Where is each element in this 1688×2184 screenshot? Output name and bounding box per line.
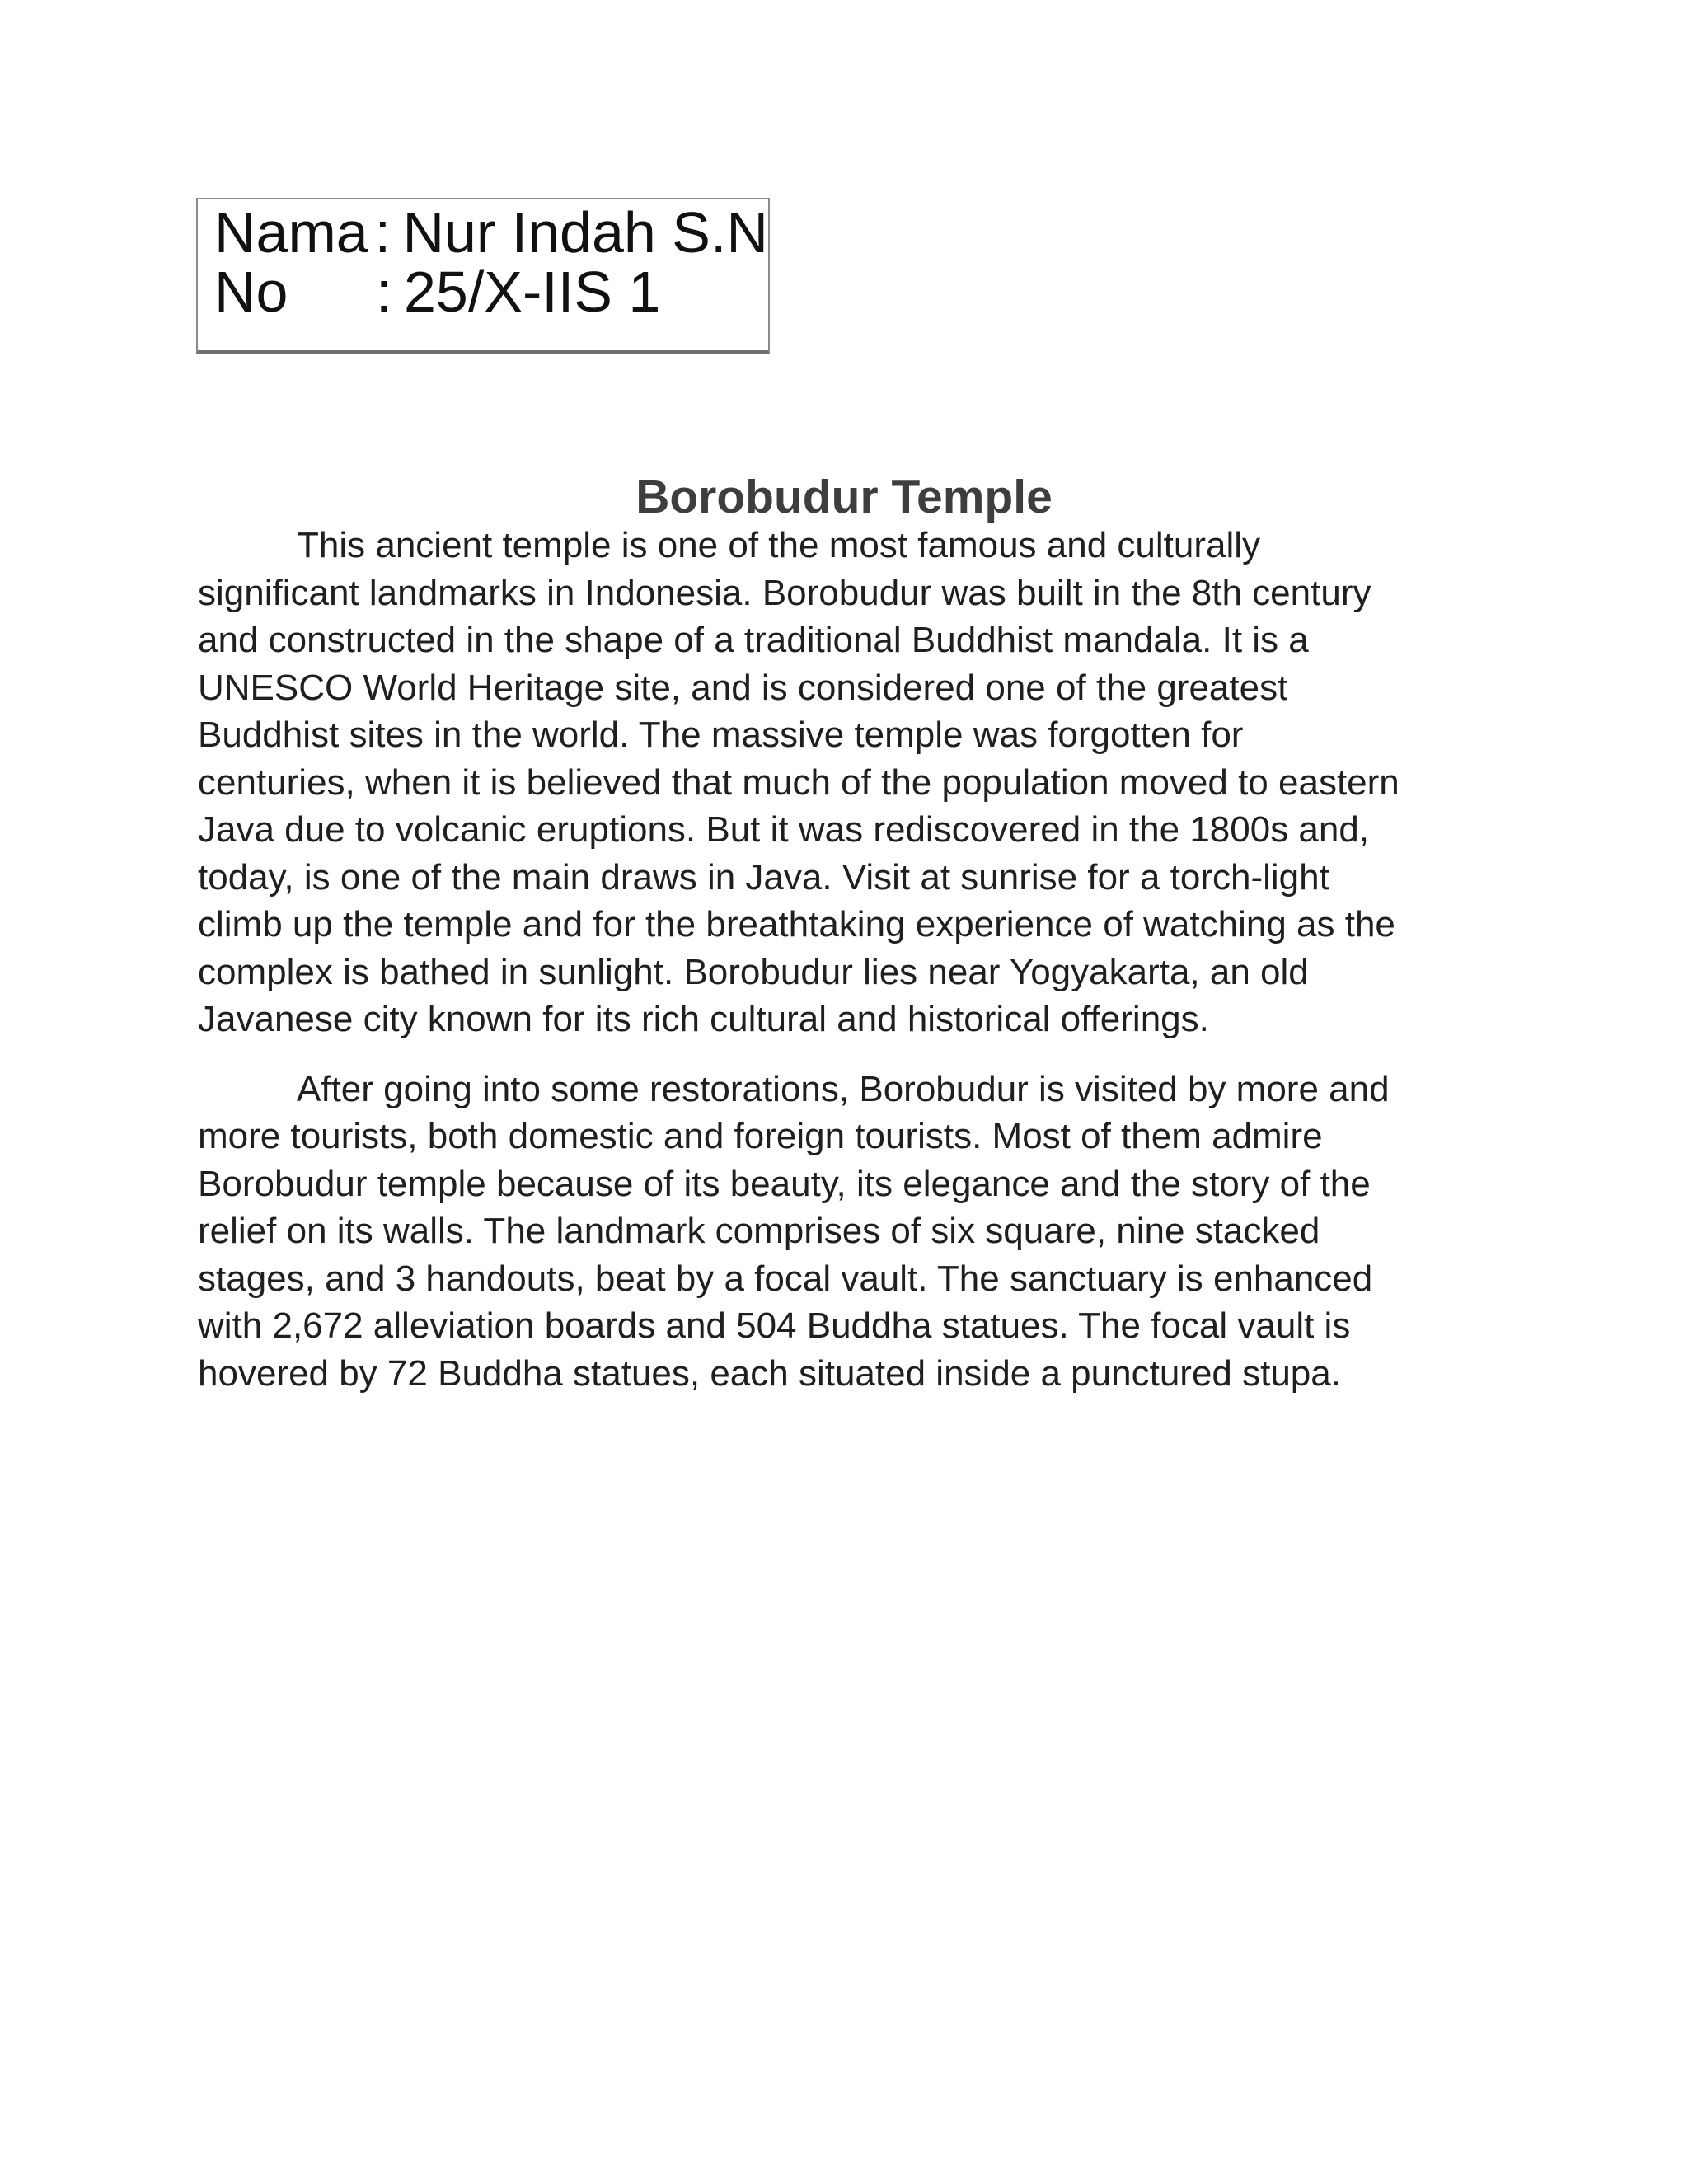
number-label: No [214, 260, 288, 324]
paragraph-line: climb up the temple and for the breathtaking experience of watching as the [198, 904, 1395, 944]
document-body [198, 522, 1500, 1397]
number-row [214, 260, 768, 324]
number-value: 25/X-IIS 1 [404, 260, 661, 324]
paragraph-line: with 2,672 alleviation boards and 504 Buddha statues. The focal vault is [198, 1305, 1351, 1346]
paragraph-line: today, is one of the main draws in Java. Visit at sunrise for a torch-light [198, 856, 1329, 898]
paragraph-2 [198, 1066, 1500, 1398]
paragraph-1 [198, 522, 1500, 1043]
paragraph-line: significant landmarks in Indonesia. Borobudur was built in the 8th century [198, 572, 1372, 613]
paragraph-line: Javanese city known for its rich cultural and historical offerings. [198, 999, 1209, 1039]
name-label: Nama [214, 200, 368, 265]
name-separator: : [374, 200, 392, 265]
number-separator: : [376, 260, 392, 324]
paragraph-line: UNESCO World Heritage site, and is considered one of the greatest [198, 667, 1288, 708]
paragraph-line: complex is bathed in sunlight. Borobudur lies near Yogyakarta, an old [198, 951, 1309, 992]
paragraph-line: Borobudur temple because of its beauty, its elegance and the story of the [198, 1163, 1371, 1204]
paragraph-line: centuries, when it is believed that much of the population moved to eastern [198, 762, 1400, 803]
paragraph-line: more tourists, both domestic and foreign tourists. Most of them admire [198, 1116, 1323, 1156]
paragraph-line: Buddhist sites in the world. The massive temple was forgotten for [198, 715, 1244, 755]
identity-box [196, 198, 770, 354]
document-title: Borobudur Temple [635, 471, 1053, 524]
paragraph-line: hovered by 72 Buddha statues, each situated inside a punctured stupa. [198, 1352, 1341, 1394]
paragraph-line: stages, and 3 handouts, beat by a focal vault. The sanctuary is enhanced [198, 1258, 1373, 1299]
paragraph-line: relief on its walls. The landmark comprises of six square, nine stacked [198, 1211, 1320, 1251]
paragraph-line: After going into some restorations, Borobudur is visited by more and [297, 1068, 1390, 1109]
paragraph-line: This ancient temple is one of the most famous and culturally [297, 525, 1261, 565]
paragraph-line: and constructed in the shape of a traditional Buddhist mandala. It is a [198, 620, 1309, 660]
name-value: Nur Indah S.N [402, 200, 768, 265]
name-row [214, 200, 768, 265]
paragraph-line: Java due to volcanic eruptions. But it was rediscovered in the 1800s and, [198, 809, 1370, 850]
